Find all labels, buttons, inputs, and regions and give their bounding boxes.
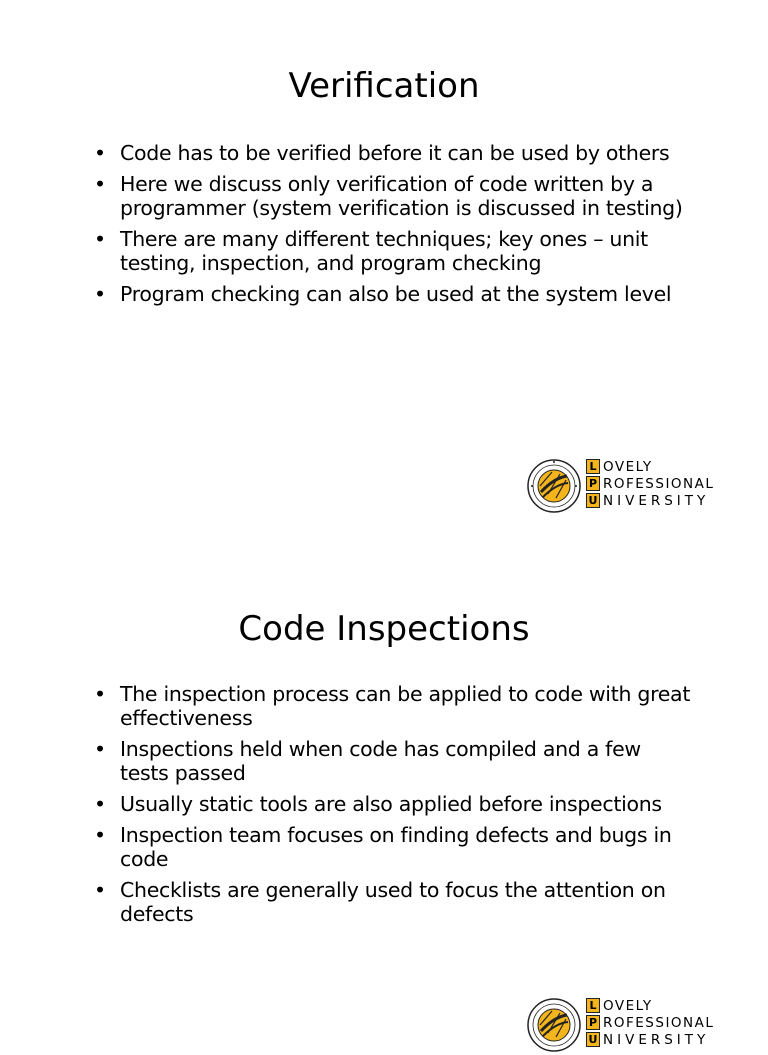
logo-line-text: OVELY xyxy=(603,458,653,475)
logo-initial-box: P xyxy=(586,1015,600,1030)
logo-initial-box: U xyxy=(586,1032,600,1047)
logo-wordmark xyxy=(586,997,714,1048)
logo-line-professional xyxy=(586,1014,714,1031)
university-seal-icon xyxy=(526,456,582,516)
logo-line-text: NIVERSITY xyxy=(603,1031,710,1048)
logo-initial-box: P xyxy=(586,476,600,491)
logo-line-text: ROFESSIONAL xyxy=(603,475,715,492)
bullet-item: • Inspection team focuses on finding defects and bugs in code xyxy=(94,823,694,871)
bullet-item: • Inspections held when code has compiled and a few tests passed xyxy=(94,737,694,785)
logo-line-text: OVELY xyxy=(603,997,653,1014)
logo-line-text: ROFESSIONAL xyxy=(603,1014,715,1031)
logo-wordmark xyxy=(586,458,714,509)
logo-line-lovely xyxy=(586,997,714,1014)
university-seal-icon xyxy=(526,995,582,1055)
slide-code-inspections xyxy=(0,545,768,1048)
logo-initial-box: U xyxy=(586,493,600,508)
bullet-item: • Code has to be verified before it can be used by others xyxy=(94,141,694,165)
logo-line-professional xyxy=(586,475,714,492)
bullet-item: • There are many different techniques; key ones – unit testing, inspection, and program checking xyxy=(94,227,694,275)
logo-line-university xyxy=(586,492,714,509)
bullet-item: • Here we discuss only verification of code written by a programmer (system verification is discussed in testing) xyxy=(94,172,694,220)
logo-line-lovely xyxy=(586,458,714,475)
bullet-list xyxy=(94,682,694,933)
university-logo xyxy=(526,995,716,1055)
bullet-item: • The inspection process can be applied to code with great effectiveness xyxy=(94,682,694,730)
logo-line-university xyxy=(586,1031,714,1048)
logo-initial-box: L xyxy=(586,459,600,474)
bullet-item: • Checklists are generally used to focus the attention on defects xyxy=(94,878,694,926)
bullet-item: • Program checking can also be used at the system level xyxy=(94,282,694,306)
slide-title: Code Inspections xyxy=(238,609,530,649)
bullet-item: • Usually static tools are also applied before inspections xyxy=(94,792,694,816)
slide-title: Verification xyxy=(288,66,480,106)
logo-initial-box: L xyxy=(586,998,600,1013)
logo-line-text: NIVERSITY xyxy=(603,492,710,509)
university-logo xyxy=(526,456,716,516)
bullet-list xyxy=(94,141,694,313)
